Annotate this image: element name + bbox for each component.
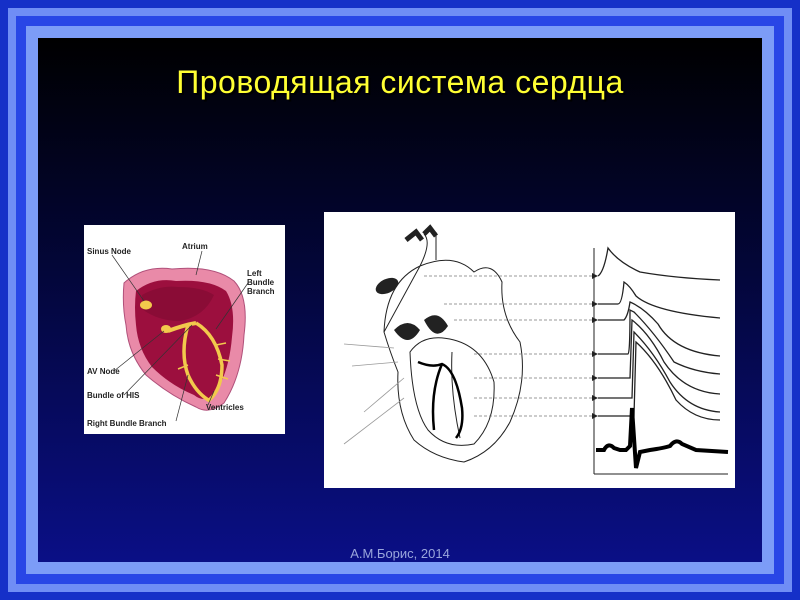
valve-left	[394, 323, 420, 340]
heart-line-drawing	[324, 212, 735, 488]
label-left-bundle-branch-line2: Bundle	[247, 278, 275, 287]
label-ventricles: Ventricles	[206, 403, 244, 412]
valve-right	[424, 315, 448, 334]
atrial-potential	[598, 282, 720, 318]
vena-cava-stubs	[406, 228, 436, 240]
vessel-opening-top	[373, 275, 401, 298]
slide-footer: А.М.Борис, 2014	[350, 546, 450, 561]
label-right-bundle-branch: Right Bundle Branch	[87, 419, 167, 428]
ecg-trace	[596, 408, 728, 468]
slide-title: Проводящая система сердца	[176, 64, 624, 100]
sinus-node-potential	[598, 248, 720, 280]
heart-illustration	[84, 225, 285, 434]
label-left-bundle-branch-line3: Branch	[247, 287, 275, 296]
label-bundle-of-his: Bundle of HIS	[87, 391, 140, 400]
label-left-bundle-branch-line1: Left	[247, 269, 262, 278]
label-av-node: AV Node	[87, 367, 120, 376]
av-node-potential	[598, 302, 720, 356]
arrowheads	[592, 273, 598, 419]
heart-outline	[384, 232, 522, 462]
action-potential-diagram	[324, 212, 735, 488]
heart-conduction-diagram	[84, 225, 285, 434]
label-sinus-node: Sinus Node	[87, 247, 132, 256]
purkinje-potential	[598, 320, 720, 394]
sinus-node	[140, 301, 152, 310]
dashed-leader-lines	[424, 276, 592, 416]
conduction-path	[418, 362, 462, 438]
action-potential-curves	[598, 248, 720, 420]
label-atrium: Atrium	[182, 242, 208, 251]
